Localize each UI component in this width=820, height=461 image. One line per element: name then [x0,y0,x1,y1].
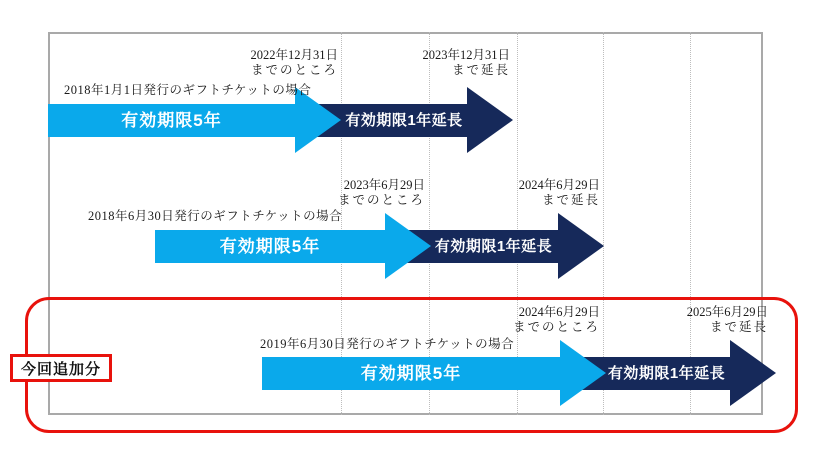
deadline-label [198,48,338,78]
deadline-caption: まで延長 [541,193,600,207]
deadline-date: 2024年6月29日 [518,305,600,319]
extension-arrow-label: 有効期限1年延長 [345,112,463,129]
deadline-caption: までのところ [337,193,425,207]
extension-arrow-head [467,87,513,153]
annotation-label: 今回追加分 [20,360,101,378]
deadline-caption: まで延長 [451,63,510,77]
extension-arrow-head [558,213,604,279]
case-label: 2018年6月30日発行のギフトチケットの場合 [88,209,343,223]
validity-arrow-label: 有効期限5年 [121,111,222,130]
deadline-caption: まで延長 [709,320,768,334]
extension-deadline-label [628,305,768,335]
validity-arrow-head [385,213,431,279]
extension-deadline-label [370,48,510,78]
deadline-date: 2024年6月29日 [518,178,600,192]
validity-arrow-label: 有効期限5年 [219,237,321,256]
case-label: 2019年6月30日発行のギフトチケットの場合 [260,337,515,351]
extension-deadline-label [460,178,600,208]
deadline-label [285,178,425,208]
deadline-label [460,305,600,335]
deadline-caption: までのところ [512,320,600,334]
deadline-date: 2023年6月29日 [343,178,425,192]
case-label: 2018年1月1日発行のギフトチケットの場合 [64,83,312,97]
validity-arrow-head [560,340,606,406]
extension-arrow-head [730,340,776,406]
extension-arrow-label: 有効期限1年延長 [434,238,553,255]
validity-arrow-label: 有効期限5年 [360,364,462,383]
deadline-date: 2025年6月29日 [686,305,768,319]
deadline-date: 2023年12月31日 [422,48,510,62]
deadline-date: 2022年12月31日 [250,48,338,62]
extension-arrow-label: 有効期限1年延長 [607,365,726,382]
annotation-box [10,354,112,382]
deadline-caption: までのところ [250,63,338,77]
